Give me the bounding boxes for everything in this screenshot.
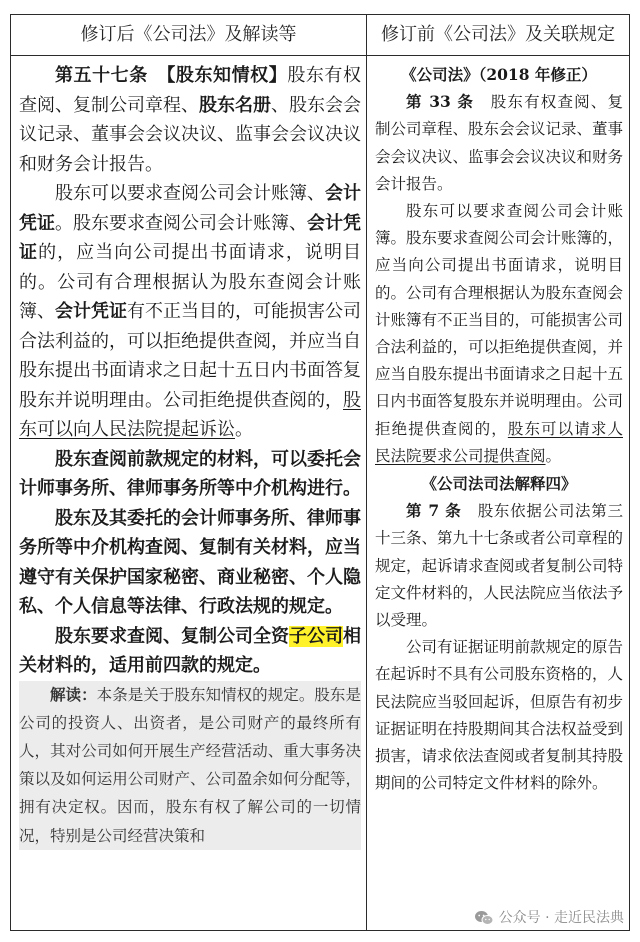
article-33-para-2: 股东可以要求查阅公司会计账簿。股东要求查阅公司会计账簿的，应当向公司提出书面请求，说明目的。公司有合理根据认为股东查阅会计账簿有不正当目的，可能损害公司合法利益的，可以拒绝提供查阅，并应当自股东提出书面请求之日起十五日内书面答复股东并说明理由。公司拒绝提供查阅的，股东可以请求人民法院要求公司提供查阅。 — [375, 202, 623, 465]
interpretation-block: 解读：本条是关于股东知情权的规定。股东是公司的投资人、出资者，是公司财产的最终所有人，其对公司如何开展生产经营活动、重大事务决策以及如何运用公司财产、公司盈余如何分配等，拥有决定权。因而，股东有权了解公司的一切情况，特别是公司经营决策和 — [19, 681, 361, 850]
article-57-para-2: 股东可以要求查阅公司会计账簿、会计凭证。股东要求查阅公司会计账簿、会计凭证的，应当向公司提出书面请求，说明目的。公司有合理根据认为股东查阅会计账簿、会计凭证有不正当目的，可能损害公司合法利益的，可以拒绝提供查阅，并应当自股东提出书面请求之日起十五日内书面答复股东并说明理由。公司拒绝提供查阅的，股东可以向人民法院提起诉讼。 — [19, 183, 361, 440]
column-divider — [366, 15, 367, 930]
article-33-para-1: 第 33 条 股东有权查阅、复制公司章程、股东会会议记录、董事会会议决议、监事会会议决议和财务会计报告。 — [375, 92, 623, 193]
article-57-para-4: 股东及其委托的会计师事务所、律师事务所等中介机构查阅、复制有关材料，应当遵守有关保护国家秘密、商业秘密、个人隐私、个人信息等法律、行政法规的规定。 — [19, 507, 361, 617]
interpretation-4-para-2: 公司有证据证明前款规定的原告在起诉时不具有公司股东资格的，人民法院应当驳回起诉，但原告有初步证据证明在持股期间其合法权益受到损害，请求依法查阅或者复制其持股期间的公司特定文件材料的除外。 — [375, 638, 623, 793]
revised-law-column — [19, 61, 361, 926]
wechat-icon — [474, 910, 494, 926]
article-57-para-5: 股东要求查阅、复制公司全资子公司相关材料的，适用前四款的规定。 — [19, 625, 361, 676]
comparison-table — [10, 14, 630, 931]
law-source-title-2: 《公司法司法解释四》 — [421, 474, 577, 494]
header-right-title: 修订前《公司法》及关联规定 — [381, 24, 615, 45]
article-number: 第五十七条 — [55, 65, 148, 86]
header-divider — [11, 55, 629, 56]
highlighted-term: 子公司 — [289, 625, 343, 647]
header-left-title: 修订后《公司法》及解读等 — [80, 24, 297, 45]
interpretation-4-article-7: 第 7 条 股东依据公司法第三十三条、第九十七条或者公司章程的规定，起诉请求查阅或者复制公司特定文件材料的，人民法院应当依法予以受理。 — [375, 501, 623, 630]
prior-law-column — [375, 61, 623, 926]
watermark-text: 公众号 · 走近民法典 — [498, 910, 624, 926]
watermark — [470, 906, 624, 930]
article-tag: 【股东知情权】 — [166, 65, 288, 86]
article-57-para-3: 股东查阅前款规定的材料，可以委托会计师事务所、律师事务所等中介机构进行。 — [19, 448, 361, 499]
law-source-title-1: 《公司法》（2018 年修正） — [401, 65, 597, 84]
article-57-para-1: 第五十七条 【股东知情权】股东有权查阅、复制公司章程、股东名册、股东会会议记录、董事会会议决议、监事会会议决议和财务会计报告。 — [19, 65, 361, 175]
